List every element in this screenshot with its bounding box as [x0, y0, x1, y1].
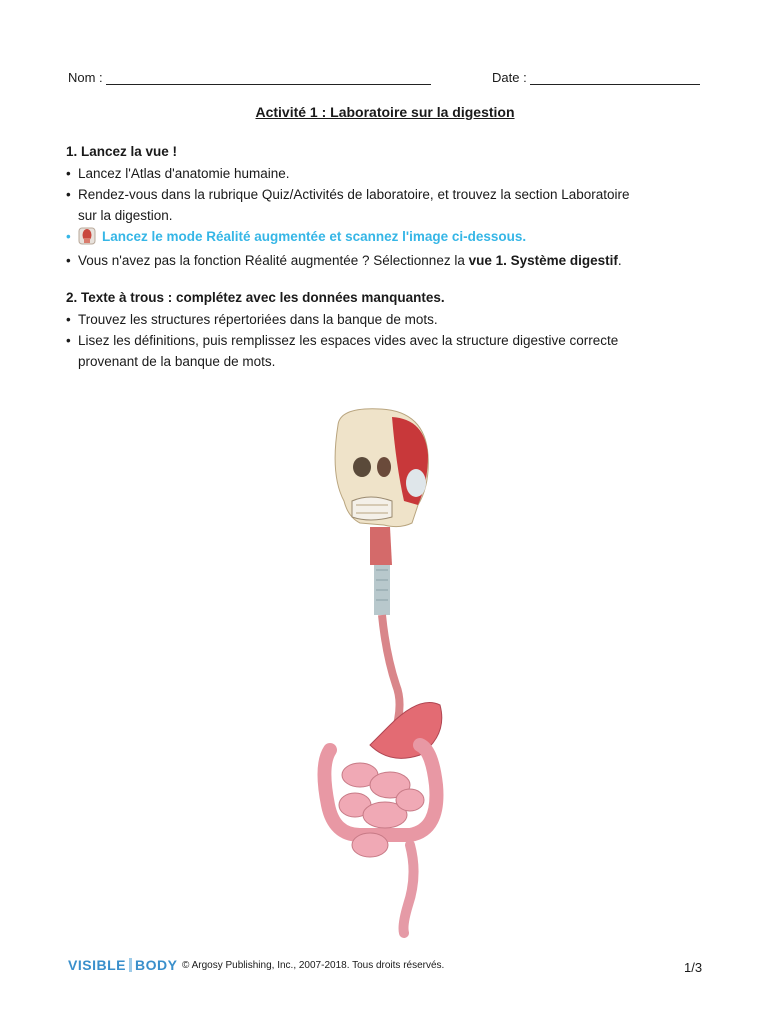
name-blank [106, 73, 431, 85]
list-item: • Trouvez les structures répertoriées dans la banque de mots. [66, 312, 438, 327]
list-item: • Vous n'avez pas la fonction Réalité augmentée ? Sélectionnez la vue 1. Système digestif. [66, 253, 622, 268]
ar-instruction: Lancez le mode Réalité augmentée et scannez l'image ci-dessous. [102, 229, 527, 244]
name-field [68, 70, 431, 85]
list-item: • Lisez les définitions, puis remplissez les espaces vides avec la structure digestive correcte provenant de la banque de mots. [66, 333, 619, 369]
list-item: • Rendez-vous dans la rubrique Quiz/Activités de laboratoire, et trouvez la section Laboratoire sur la digestion. [66, 187, 630, 223]
copyright: © Argosy Publishing, Inc., 2007-2018. Tous droits réservés. [182, 960, 445, 971]
view-name: vue 1. Système digestif [468, 253, 618, 268]
section1-heading: 1. Lancez la vue ! [66, 144, 178, 159]
page-title: Activité 1 : Laboratoire sur la digestion [255, 104, 515, 120]
list-item-ar[interactable]: • Lancez le mode Réalité augmentée et scannez l'image ci-dessous. [66, 229, 527, 244]
list-item: • Lancez l'Atlas d'anatomie humaine. [66, 166, 290, 181]
ar-icon [78, 227, 96, 245]
visible-body-logo: VISIBLE BODY [68, 957, 178, 973]
date-blank [530, 73, 700, 85]
page-number: 1/3 [684, 960, 703, 975]
digestive-system-illustration [300, 405, 460, 945]
date-field [492, 70, 700, 85]
date-label: Date : [492, 70, 527, 85]
name-label: Nom : [68, 70, 103, 85]
section2-heading: 2. Texte à trous : complétez avec les données manquantes. [66, 290, 445, 305]
